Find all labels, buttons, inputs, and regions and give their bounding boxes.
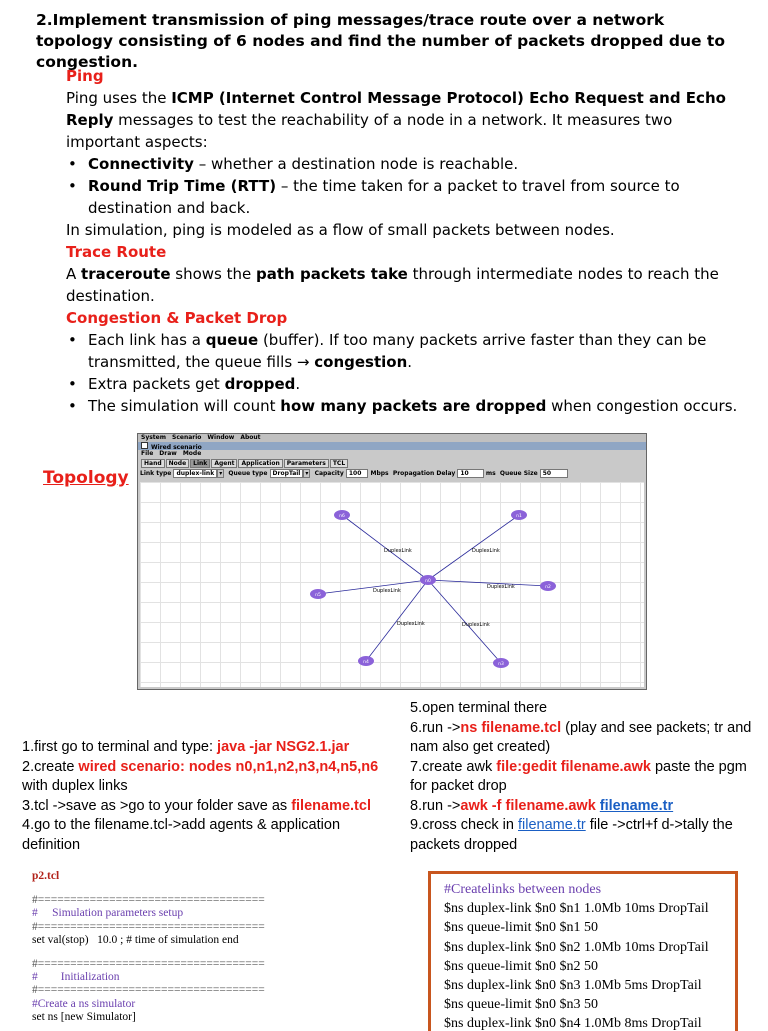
code-snippet-left xyxy=(32,870,392,1024)
nsg-link-toolbar: Link type duplex-link ▾ Queue type DropTail ▾ Capacity 100 Mbps Propagation Delay 10 ms Queue Size 50 xyxy=(138,470,646,480)
code-line: set val(stop) 10.0 ; # time of simulation end xyxy=(32,933,239,946)
code-line: $ns duplex-link $n0 $n3 1.0Mb 5ms DropTail xyxy=(444,978,702,994)
filename-link[interactable]: filename.tr xyxy=(599,797,674,814)
step-2: 2.create wired scenario: nodes n0,n1,n2,n3,n4,n5,n6 with duplex links xyxy=(22,758,379,794)
page-title: 2.Implement transmission of ping messages/trace route over a network topology consisting of 6 nodes and find the number of packets dropped due to congestion. xyxy=(36,11,725,71)
svg-text:n2: n2 xyxy=(545,585,551,590)
code-line: #=================================== xyxy=(32,920,265,933)
ping-closing: In simulation, ping is modeled as a flow of small packets between nodes. xyxy=(66,221,615,239)
code-line: #=================================== xyxy=(32,894,265,907)
link-label: DuplexLink xyxy=(487,584,515,590)
svg-text:n5: n5 xyxy=(315,593,321,598)
step-4: 4.go to the filename.tcl->add agents & application definition xyxy=(22,817,341,853)
ping-bullets xyxy=(66,153,746,219)
link-label: DuplexLink xyxy=(384,548,412,554)
list-item: • Connectivity – whether a destination node is reachable. xyxy=(88,153,746,175)
list-item: • Each link has a queue (buffer). If too many packets arrive faster than they can be transmitted, the queue fills → congestion. xyxy=(88,329,746,373)
ping-heading: Ping xyxy=(66,67,104,85)
code-line: $ns duplex-link $n0 $n4 1.0Mb 8ms DropTail xyxy=(444,1016,702,1031)
link-label: DuplexLink xyxy=(462,622,490,628)
code-line: set ns [new Simulator] xyxy=(32,1010,136,1023)
svg-text:n1: n1 xyxy=(516,514,522,519)
content-body xyxy=(66,65,746,417)
nsg-menu2: File Draw Mode xyxy=(141,450,202,457)
link-label: DuplexLink xyxy=(397,621,425,627)
list-item: • Extra packets get dropped. xyxy=(88,373,746,395)
step-7: 7.create awk file:gedit filename.awk paste the pgm for packet drop xyxy=(410,758,747,794)
code-line: $ns queue-limit $n0 $n1 50 xyxy=(444,920,598,936)
list-item: • The simulation will count how many packets are dropped when congestion occurs. xyxy=(88,395,746,417)
trace-text: A traceroute shows the path packets take through intermediate nodes to reach the destination. xyxy=(66,265,719,305)
ping-intro: Ping uses the ICMP (Internet Control Message Protocol) Echo Request and Echo Reply messages to test the reachability of a node in a network. It measures two important aspects: xyxy=(66,89,726,151)
code-line: $ns duplex-link $n0 $n1 1.0Mb 10ms DropTail xyxy=(444,901,709,917)
svg-text:n0: n0 xyxy=(425,579,431,584)
filename-link[interactable]: filename.tr xyxy=(518,817,586,833)
link-label: DuplexLink xyxy=(472,548,500,554)
list-item: • Round Trip Time (RTT) – the time taken for a packet to travel from source to destination and back. xyxy=(88,175,746,219)
code-line: # Simulation parameters setup xyxy=(32,907,184,920)
step-9: 9.cross check in filename.tr file ->ctrl+f d->tally the packets dropped xyxy=(410,817,733,853)
code-line: $ns queue-limit $n0 $n2 50 xyxy=(444,958,598,974)
link-label: DuplexLink xyxy=(373,588,401,594)
step-3: 3.tcl ->save as >go to your folder save as filename.tcl xyxy=(22,797,371,814)
code-line: $ns duplex-link $n0 $n2 1.0Mb 10ms DropTail xyxy=(444,939,709,955)
step-8: 8.run ->awk -f filename.awk filename.tr xyxy=(410,797,674,814)
code-line: #=================================== xyxy=(32,984,265,997)
code-line: #Create a ns simulator xyxy=(32,997,136,1010)
svg-text:n3: n3 xyxy=(498,662,504,667)
svg-text:n4: n4 xyxy=(363,660,369,665)
code-filename: p2.tcl xyxy=(32,870,60,882)
congestion-bullets xyxy=(66,329,746,417)
topology-label: Topology xyxy=(43,468,129,488)
step-6: 6.run ->ns filename.tcl (play and see packets; tr and nam also get created) xyxy=(410,719,752,755)
code-line: $ns queue-limit $n0 $n3 50 xyxy=(444,997,598,1013)
nsg-window-screenshot xyxy=(137,433,647,690)
step-5: 5.open terminal there xyxy=(410,700,548,716)
topology-diagram xyxy=(140,482,644,687)
code-line xyxy=(32,947,392,958)
svg-text:n6: n6 xyxy=(339,514,345,519)
step-1: 1.first go to terminal and type: java -jar NSG2.1.jar xyxy=(22,739,350,755)
congestion-heading: Congestion & Packet Drop xyxy=(66,309,288,327)
nsg-menubar: System Scenario Window About xyxy=(138,434,646,442)
code-line: #=================================== xyxy=(32,958,265,971)
code-snippet-right xyxy=(428,871,738,1031)
window-icon xyxy=(141,442,148,449)
steps-right xyxy=(410,699,760,855)
nsg-tabs: Hand Node Link Agent Application Parameters TCL xyxy=(138,458,646,470)
nsg-window-titlebar: Wired scenario xyxy=(138,442,646,450)
nsg-canvas xyxy=(140,482,644,687)
code-line: #Createlinks between nodes xyxy=(444,882,602,897)
code-line: # Initialization xyxy=(32,971,120,984)
steps-left xyxy=(22,738,397,868)
trace-heading: Trace Route xyxy=(66,243,167,261)
